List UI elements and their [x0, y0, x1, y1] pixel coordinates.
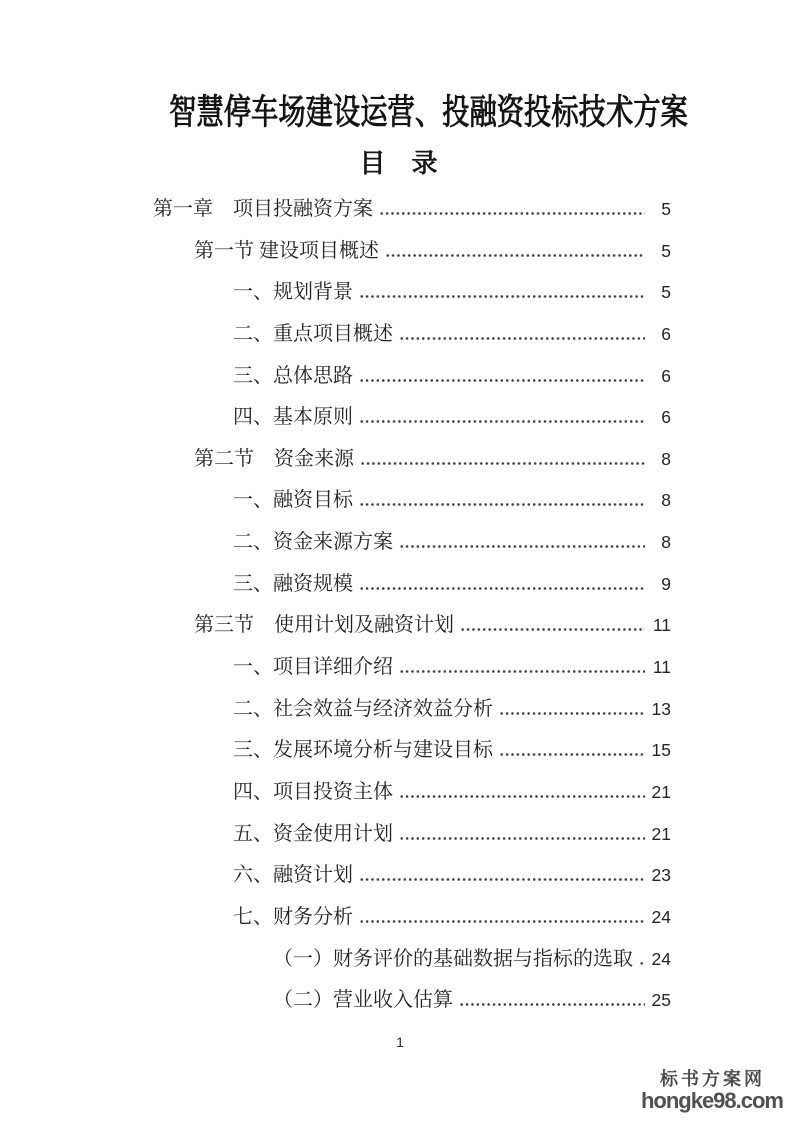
toc-entry-page-number: 5	[661, 199, 671, 219]
toc-dot-leader	[385, 254, 645, 257]
title-row	[0, 0, 793, 140]
toc-entry-page-number: 24	[651, 906, 671, 927]
toc-entry-page-number: 21	[651, 781, 671, 802]
watermark-site-name: 标书方案网	[660, 1069, 765, 1090]
toc-dot-leader	[499, 753, 645, 756]
toc-entry[interactable]	[0, 231, 671, 273]
toc-dot-leader	[359, 587, 645, 590]
toc-entry-page-number: 23	[651, 865, 671, 886]
toc-entry[interactable]	[0, 522, 671, 564]
table-of-contents	[0, 189, 793, 1022]
toc-entry[interactable]	[0, 480, 671, 522]
toc-entry-label: 一、融资目标	[233, 489, 353, 512]
toc-entry-page-number: 21	[651, 823, 671, 844]
watermark-site-url: hongke98.com	[640, 1088, 783, 1113]
toc-entry-page-number: 8	[661, 448, 671, 469]
toc-dot-leader	[359, 920, 645, 923]
toc-entry[interactable]	[0, 980, 671, 1022]
toc-dot-leader	[359, 503, 645, 506]
toc-entry-label: （一）财务评价的基础数据与指标的选取	[273, 947, 633, 970]
toc-entry[interactable]	[0, 439, 671, 481]
toc-entry[interactable]	[0, 689, 671, 731]
toc-entry-page-number: 15	[651, 740, 671, 761]
toc-entry-label: 第三节 使用计划及融资计划	[194, 614, 454, 637]
toc-entry-page-number: 11	[652, 657, 671, 678]
toc-entry-page-number: 5	[661, 282, 671, 303]
toc-entry-label: 四、项目投资主体	[233, 780, 393, 803]
toc-dot-leader	[360, 462, 645, 465]
toc-dot-leader	[399, 795, 645, 798]
toc-entry-label: 第二节 资金来源	[194, 447, 354, 470]
toc-heading: 目 录	[359, 149, 438, 178]
toc-dot-leader	[359, 878, 645, 881]
toc-entry-page-number: 11	[652, 615, 671, 636]
toc-entry-label: 第一章 项目投融资方案	[153, 198, 373, 220]
toc-dot-leader	[359, 379, 645, 382]
document-title: 智慧停车场建设运营、投融资投标技术方案	[169, 93, 688, 132]
toc-dot-leader	[399, 545, 645, 548]
watermark	[641, 1071, 783, 1113]
toc-entry-label: 二、社会效益与经济效益分析	[233, 697, 493, 720]
toc-entry[interactable]	[0, 605, 671, 647]
toc-dot-leader	[399, 837, 645, 840]
toc-entry[interactable]	[0, 314, 671, 356]
toc-dot-leader	[399, 337, 645, 340]
toc-dot-leader	[460, 628, 645, 631]
toc-entry-label: 三、总体思路	[233, 364, 353, 387]
toc-entry-label: 一、项目详细介绍	[233, 656, 393, 679]
toc-entry[interactable]	[0, 897, 671, 939]
toc-entry[interactable]	[0, 356, 671, 398]
toc-entry[interactable]	[0, 564, 671, 606]
toc-entry-page-number: 8	[661, 490, 671, 511]
toc-dot-leader	[459, 1003, 645, 1006]
toc-entry-label: 五、资金使用计划	[233, 822, 393, 845]
toc-entry[interactable]	[0, 272, 671, 314]
toc-dot-leader	[359, 420, 645, 423]
toc-entry-label: 二、资金来源方案	[233, 531, 393, 554]
toc-entry[interactable]	[0, 855, 671, 897]
toc-entry[interactable]	[0, 814, 671, 856]
toc-entry[interactable]	[0, 189, 671, 231]
toc-entry-label: 七、财务分析	[233, 905, 353, 928]
toc-dot-leader	[359, 295, 645, 298]
toc-entry-page-number: 13	[651, 698, 671, 719]
toc-entry-page-number: 8	[661, 532, 671, 553]
toc-entry[interactable]	[0, 939, 671, 981]
toc-entry-page-number: 6	[661, 323, 671, 344]
toc-entry-label: 六、融资计划	[233, 864, 353, 887]
toc-entry-label: 第一节 建设项目概述	[194, 239, 379, 262]
toc-entry-label: 二、重点项目概述	[233, 322, 393, 345]
toc-entry-label: 四、基本原则	[233, 406, 353, 429]
toc-entry-page-number: 6	[661, 407, 671, 428]
toc-entry-page-number: 9	[661, 573, 671, 594]
toc-entry-label: （二）营业收入估算	[273, 989, 453, 1012]
toc-entry[interactable]	[0, 397, 671, 439]
toc-entry[interactable]	[0, 730, 671, 772]
toc-entry[interactable]	[0, 647, 671, 689]
toc-entry-page-number: 25	[651, 990, 671, 1011]
toc-entry-page-number: 6	[661, 365, 671, 386]
toc-dot-leader	[639, 962, 645, 965]
toc-dot-leader	[399, 670, 645, 673]
toc-entry-page-number: 5	[661, 240, 671, 261]
toc-entry-label: 三、融资规模	[233, 572, 353, 595]
toc-dot-leader	[499, 712, 645, 715]
page-number: 1	[396, 1033, 404, 1050]
toc-entry[interactable]	[0, 772, 671, 814]
toc-entry-page-number: 24	[651, 948, 671, 969]
toc-entry-label: 一、规划背景	[233, 281, 353, 304]
toc-entry-label: 三、发展环境分析与建设目标	[233, 739, 493, 762]
toc-dot-leader	[379, 212, 645, 215]
